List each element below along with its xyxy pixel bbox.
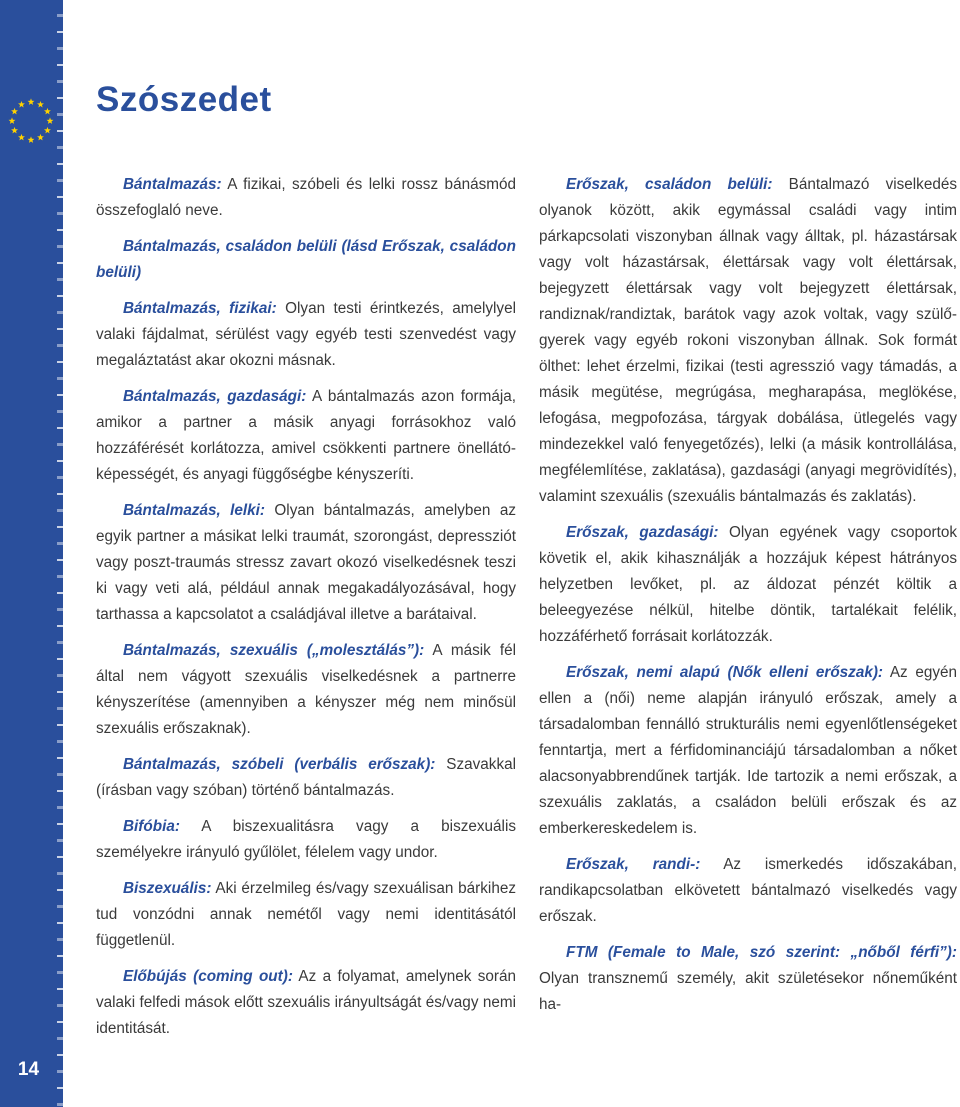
glossary-definition: Az egyén ellen a (női) neme alapján irányuló erőszak, amely a társadalomban fennálló strukturális nemi egyenlőtlenségeket fenntartja, mert a férfidominanciájú társadalomban a nőket alacsonyabbrendűnek tartják. Ide tartozik a nemi erőszak, a szexuális zaklatás, a családon belüli erőszak és az emberkereskedelem is. <box>539 664 958 837</box>
glossary-term: Erőszak, randi-: <box>566 856 701 873</box>
star-icon <box>37 101 44 108</box>
glossary-term: Bántalmazás, lelki: <box>123 502 266 519</box>
glossary-term: Erőszak, gazdasági: <box>566 524 719 541</box>
glossary-entry <box>539 852 957 930</box>
glossary-entry <box>96 876 516 954</box>
glossary-term: Bántalmazás: <box>123 176 222 193</box>
glossary-definition: Olyan bántalmazás, amelyben az egyik partner a másikat lelki traumát, szorongást, depressziót vagy poszt-traumás stressz zavart okozó viselkedésnek teszi ki vagy veti alá, például annak megakadályozásával, hogy tarthassa a kapcsolatot a családjával illetve a barátaival. <box>96 502 516 623</box>
glossary-term: Bántalmazás, fizikai: <box>123 300 277 317</box>
glossary-right-column <box>539 172 957 1028</box>
glossary-entry <box>539 660 957 842</box>
glossary-entry <box>96 296 516 374</box>
star-icon <box>44 127 51 134</box>
glossary-entry <box>96 172 516 224</box>
side-band <box>0 0 57 1107</box>
glossary-definition: Olyan transznemű személy, akit születésekor nőneműként ha- <box>539 970 957 1013</box>
glossary-term: Biszexuális: <box>123 880 212 897</box>
glossary-term: Erőszak, nemi alapú (Nők elleni erőszak): <box>566 664 884 681</box>
glossary-entry <box>96 234 516 286</box>
star-icon <box>11 108 18 115</box>
glossary-left-column <box>96 172 516 1052</box>
brush-edge <box>53 0 63 1107</box>
glossary-definition: Bántalmazó viselkedés olyanok között, akik egymással családi vagy intim párkapcsolati viszonyban állnak vagy álltak, pl. házastársak vagy volt házastársak, élettársak vagy volt élettársak, bejegyzett élettársak vagy volt bejegyzett élettársak, randiznak/randiztak, barátok vagy azok voltak, vagy szülő-gyerek vagy egyéb rokoni viszonyban állnak. Sok formát ölthet: lehet érzelmi, fizikai (testi agresszió vagy támadás, a másik megütése, megrúgása, megharapása, meglökése, lefogása, megpofozása, tárgyak dobálása, ütlegelés vagy mindezekkel való fenyegetőzés), lelki (a másik kontrollálása, megfélemlítése, zaklatása), gazdasági (anyagi megrövidítés), valamint szexuális (szexuális bántalmazás és zaklatás). <box>539 176 957 505</box>
glossary-entry <box>96 498 516 628</box>
glossary-definition: Az ismerkedés időszakában, randikapcsolatban elkövetett bántalmazó viselkedés vagy erőszak. <box>539 856 957 925</box>
glossary-definition: Olyan testi érintkezés, amelylyel valaki fájdalmat, sérülést vagy egyéb testi szenvedést vagy megaláztatást akar okozni másnak. <box>96 300 516 369</box>
glossary-entry <box>96 638 516 742</box>
star-icon <box>28 136 35 143</box>
glossary-term: Bántalmazás, gazdasági: <box>123 388 307 405</box>
star-icon <box>18 101 25 108</box>
glossary-definition: Szavakkal (írásban vagy szóban) történő bántalmazás. <box>96 756 516 799</box>
star-icon <box>18 134 25 141</box>
glossary-entry <box>539 940 957 1018</box>
glossary-definition: A fizikai, szóbeli és lelki rossz bánásmód összefoglaló neve. <box>96 176 516 219</box>
glossary-definition: A bántalmazás azon formája, amikor a partner a másik anyagi forrásokhoz való hozzáférését korlátozza, amivel csökkenti partnere önellátó-képességét, és anyagi függőségbe kényszeríti. <box>96 388 516 483</box>
glossary-term: Előbújás (coming out): <box>123 968 293 985</box>
star-icon <box>28 98 35 105</box>
star-icon <box>47 117 54 124</box>
glossary-entry <box>539 520 957 650</box>
star-icon <box>44 108 51 115</box>
glossary-term: FTM (Female to Male, szó szerint: „nőből férfi”): <box>566 944 957 961</box>
glossary-term: Bifóbia: <box>123 818 180 835</box>
eu-stars-icon <box>4 94 58 148</box>
glossary-term: Bántalmazás, családon belüli (lásd Erőszak, családon belüli) <box>96 238 516 281</box>
star-icon <box>37 134 44 141</box>
glossary-entry <box>96 752 516 804</box>
glossary-entry <box>96 384 516 488</box>
glossary-definition: Az a folyamat, amelynek során valaki felfedi mások előtt szexuális irányultságát és/vagy nemi identitását. <box>96 968 516 1037</box>
glossary-term: Bántalmazás, szexuális („molesztálás”): <box>123 642 425 659</box>
glossary-entry <box>96 964 516 1042</box>
glossary-definition: Aki érzelmileg és/vagy szexuálisan bárkihez tud vonzódni annak nemétől vagy nemi identitásától függetlenül. <box>96 880 516 949</box>
page-number: 14 <box>17 1059 40 1080</box>
glossary-definition: Olyan egyének vagy csoportok követik el, akik kihasználják a hozzájuk képest hátrányos helyzetben levőket, pl. az áldozat pénzét költik a beleegyezése nélkül, hitelbe döntik, tartalékait felélik, hozzáférhető forrásait korlátozzák. <box>539 524 957 645</box>
glossary-entry <box>539 172 957 510</box>
glossary-definition: A biszexualitásra vagy a biszexuális személyekre irányuló gyűlölet, félelem vagy undor. <box>96 818 516 861</box>
star-icon <box>9 117 16 124</box>
glossary-term: Erőszak, családon belüli: <box>566 176 773 193</box>
star-icon <box>11 127 18 134</box>
glossary-entry <box>96 814 516 866</box>
glossary-term: Bántalmazás, szóbeli (verbális erőszak): <box>123 756 436 773</box>
glossary-definition: A másik fél által nem vágyott szexuális viselkedésnek a partnerre kényszerítése (amennyiben a kényszer még nem minősül szexuális erőszaknak). <box>96 642 516 737</box>
page-title: Szószedet <box>96 80 272 119</box>
